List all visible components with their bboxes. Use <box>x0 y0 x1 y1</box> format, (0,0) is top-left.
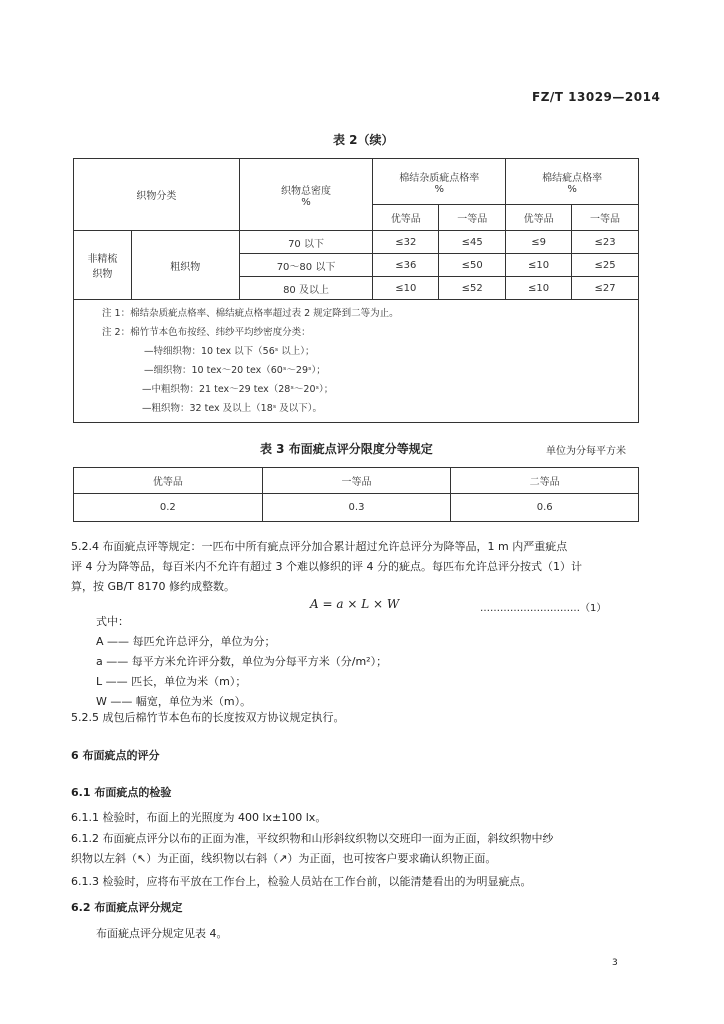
table3-unit: 单位为分每平方米 <box>546 446 626 457</box>
clause-6-1-1: 6.1.1 检验时，布面上的光照度为 400 lx±100 lx。 <box>71 811 327 824</box>
cell-density: 70 以下 <box>239 231 373 254</box>
clause-6-1-3: 6.1.3 检验时，应将布平放在工作台上，检验人员站在工作台前，以能清楚看出的为明显疵点。 <box>71 875 532 888</box>
t3-header-first: 优等品 <box>74 468 263 494</box>
cell-value: ≤52 <box>439 277 506 300</box>
clause-5-2-5: 5.2.5 成包后棉竹节本色布的长度按双方协议规定执行。 <box>71 711 345 724</box>
t3-header-third: 二等品 <box>451 468 639 494</box>
cell-value: ≤32 <box>373 231 439 254</box>
header-impurity-rate: 棉结杂质疵点格率 % <box>373 159 506 205</box>
section-6-2-heading: 6.2 布面疵点评分规定 <box>71 901 183 914</box>
note-1: 注 1：棉结杂质疵点格率、棉结疵点格率超过表 2 规定降到二等为止。 <box>102 308 399 319</box>
cell-value: ≤23 <box>572 231 639 254</box>
header-nep-second-grade: 一等品 <box>572 205 639 231</box>
note-item: —特细织物：10 tex 以下（56ˢ 以上）； <box>144 346 315 357</box>
table2 <box>73 158 639 423</box>
cell-value: ≤36 <box>373 254 439 277</box>
cell-value: ≤10 <box>506 277 572 300</box>
header-fabric-class: 织物分类 <box>74 159 240 231</box>
section-6-1-heading: 6.1 布面疵点的检验 <box>71 786 172 799</box>
t3-value-third: 0.6 <box>451 494 639 522</box>
subgroup-coarse: 粗织物 <box>131 231 239 300</box>
cell-value: ≤50 <box>439 254 506 277</box>
page-number: 3 <box>612 958 618 968</box>
formula-ref: …………………………（1） <box>480 603 607 614</box>
cell-value: ≤10 <box>373 277 439 300</box>
note-item: —粗织物：32 tex 及以上（18ˢ 及以下）。 <box>142 403 323 414</box>
note-2: 注 2：棉竹节本色布按经、纬纱平均纱密度分类： <box>102 327 311 338</box>
clause-5-2-4: 5.2.4 布面疵点评等规定：一匹布中所有疵点评分加合累计超过允许总评分为降等品，1 m 内严重疵点 评 4 分为降等品，每百米内不允许有超过 3 个难以修织的评 4 分的疵点。每匹布允许总评分按式（1）计 算，按 GB/T 8170 修约成整数。 <box>71 540 582 593</box>
formula: A = a × L × W <box>310 597 400 611</box>
header-density: 织物总密度 % <box>239 159 373 231</box>
t3-value-second: 0.3 <box>262 494 451 522</box>
cell-value: ≤9 <box>506 231 572 254</box>
header-imp-first-grade: 优等品 <box>373 205 439 231</box>
table2-notes <box>74 300 639 423</box>
cell-density: 70～80 以下 <box>239 254 373 277</box>
header-neps-rate: 棉结疵点格率 % <box>506 159 639 205</box>
standard-number-header: FZ/T 13029—2014 <box>532 90 661 104</box>
note-item: —中粗织物：21 tex～29 tex（28ˢ～20ˢ）； <box>142 384 334 395</box>
cell-value: ≤10 <box>506 254 572 277</box>
table3 <box>73 467 639 522</box>
group-non-combed: 非精梳 织物 <box>74 231 132 300</box>
cell-value: ≤45 <box>439 231 506 254</box>
formula-where: 式中： A —— 每匹允许总评分，单位为分； a —— 每平方米允许评分数，单位为分每平方米（分/m²）； L —— 匹长，单位为米（m）； W —— 幅宽，单位为米（m）。 <box>96 615 388 708</box>
header-imp-second-grade: 一等品 <box>439 205 506 231</box>
cell-value: ≤27 <box>572 277 639 300</box>
section-6-heading: 6 布面疵点的评分 <box>71 749 160 762</box>
t3-header-second: 一等品 <box>262 468 451 494</box>
note-item: —细织物：10 tex～20 tex（60ˢ～29ˢ）； <box>144 365 326 376</box>
header-nep-first-grade: 优等品 <box>506 205 572 231</box>
table3-caption: 表 3 布面疵点评分限度分等规定 <box>260 442 433 456</box>
table-row <box>74 231 639 254</box>
clause-6-2-text: 布面疵点评分规定见表 4。 <box>96 927 228 940</box>
clause-6-1-2: 6.1.2 布面疵点评分以布的正面为准，平纹织物和山形斜纹织物以交班印一面为正面，斜纹织物中纱 织物以左斜（↖）为正面，线织物以右斜（↗）为正面，也可按客户要求确认织物正面。 <box>71 832 554 865</box>
t3-value-first: 0.2 <box>74 494 263 522</box>
cell-density: 80 及以上 <box>239 277 373 300</box>
cell-value: ≤25 <box>572 254 639 277</box>
table2-caption: 表 2（续） <box>333 133 394 147</box>
